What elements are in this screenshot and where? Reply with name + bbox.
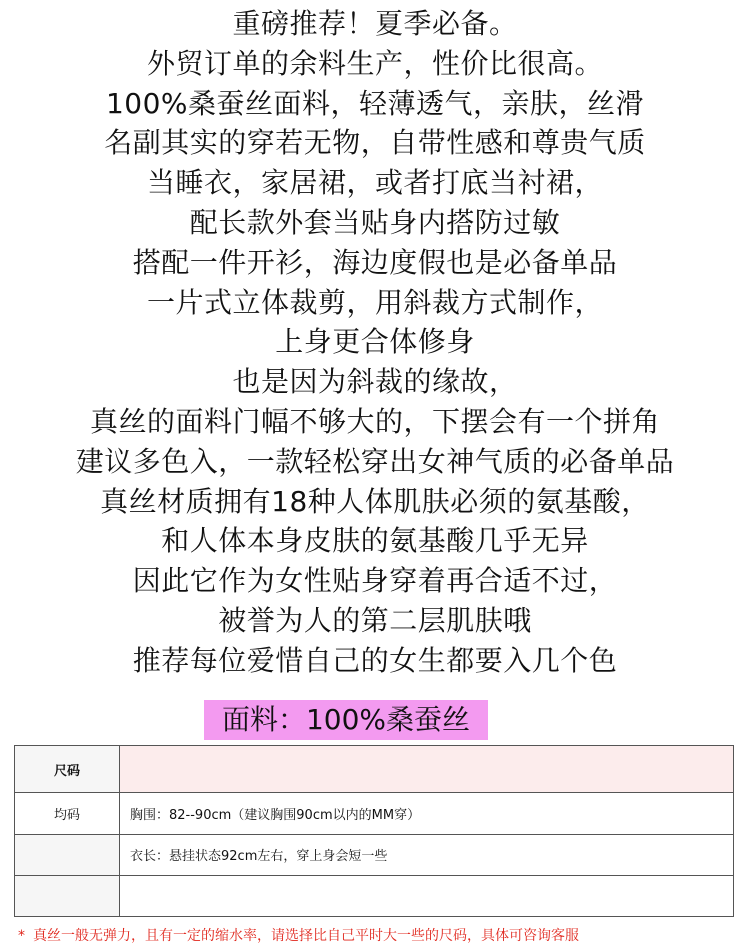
description-line: 也是因为斜裁的缘故， bbox=[232, 365, 518, 399]
size-value: 衣长：悬挂状态92cm左右，穿上身会短一些 bbox=[120, 834, 734, 875]
sizing-note bbox=[18, 925, 579, 945]
description-line: 当睡衣，家居裙，或者打底当衬裙， bbox=[146, 166, 603, 200]
description-line: 被誉为人的第二层肌肤哦 bbox=[218, 603, 532, 637]
description-line: 真丝的面料门幅不够大的，下摆会有一个拼角 bbox=[89, 404, 660, 438]
description-line: 因此它作为女性贴身穿着再合适不过， bbox=[132, 564, 618, 598]
asterisk-icon: * bbox=[18, 928, 25, 944]
size-value bbox=[120, 875, 734, 916]
table-row bbox=[15, 793, 734, 834]
description-line: 搭配一件开衫，海边度假也是必备单品 bbox=[132, 245, 618, 279]
description-line: 重磅推荐！夏季必备。 bbox=[232, 7, 518, 40]
size-value: 胸围：82--90cm（建议胸围90cm以内的MM穿） bbox=[120, 793, 734, 834]
size-label: 均码 bbox=[15, 793, 120, 834]
product-description bbox=[0, 4, 750, 681]
description-line: 建议多色入，一款轻松穿出女神气质的必备单品 bbox=[75, 444, 675, 478]
description-line: 一片式立体裁剪，用斜裁方式制作， bbox=[146, 285, 603, 319]
table-row bbox=[15, 834, 734, 875]
size-label bbox=[15, 834, 120, 875]
description-line: 100%桑蚕丝面料，轻薄透气，亲肤，丝滑 bbox=[105, 86, 645, 120]
table-row bbox=[15, 875, 734, 916]
description-line: 推荐每位爱惜自己的女生都要入几个色 bbox=[132, 643, 618, 677]
description-line: 真丝材质拥有18种人体肌肤必须的氨基酸， bbox=[100, 484, 650, 518]
size-header-value bbox=[120, 746, 734, 793]
description-line: 和人体本身皮肤的氨基酸几乎无异 bbox=[161, 524, 589, 558]
fabric-label: 面料：100%桑蚕丝 bbox=[204, 700, 488, 740]
sizing-note-text: 真丝一般无弹力，且有一定的缩水率，请选择比自己平时大一些的尺码，具体可咨询客服 bbox=[33, 928, 579, 944]
size-table bbox=[14, 745, 734, 917]
table-header-row bbox=[15, 746, 734, 793]
description-line: 配长款外套当贴身内搭防过敏 bbox=[189, 205, 561, 239]
size-label bbox=[15, 875, 120, 916]
description-line: 名副其实的穿若无物，自带性感和尊贵气质 bbox=[104, 126, 646, 160]
size-header-label: 尺码 bbox=[15, 746, 120, 793]
description-line: 外贸订单的余料生产，性价比很高。 bbox=[146, 46, 603, 80]
description-line: 上身更合体修身 bbox=[275, 325, 475, 359]
